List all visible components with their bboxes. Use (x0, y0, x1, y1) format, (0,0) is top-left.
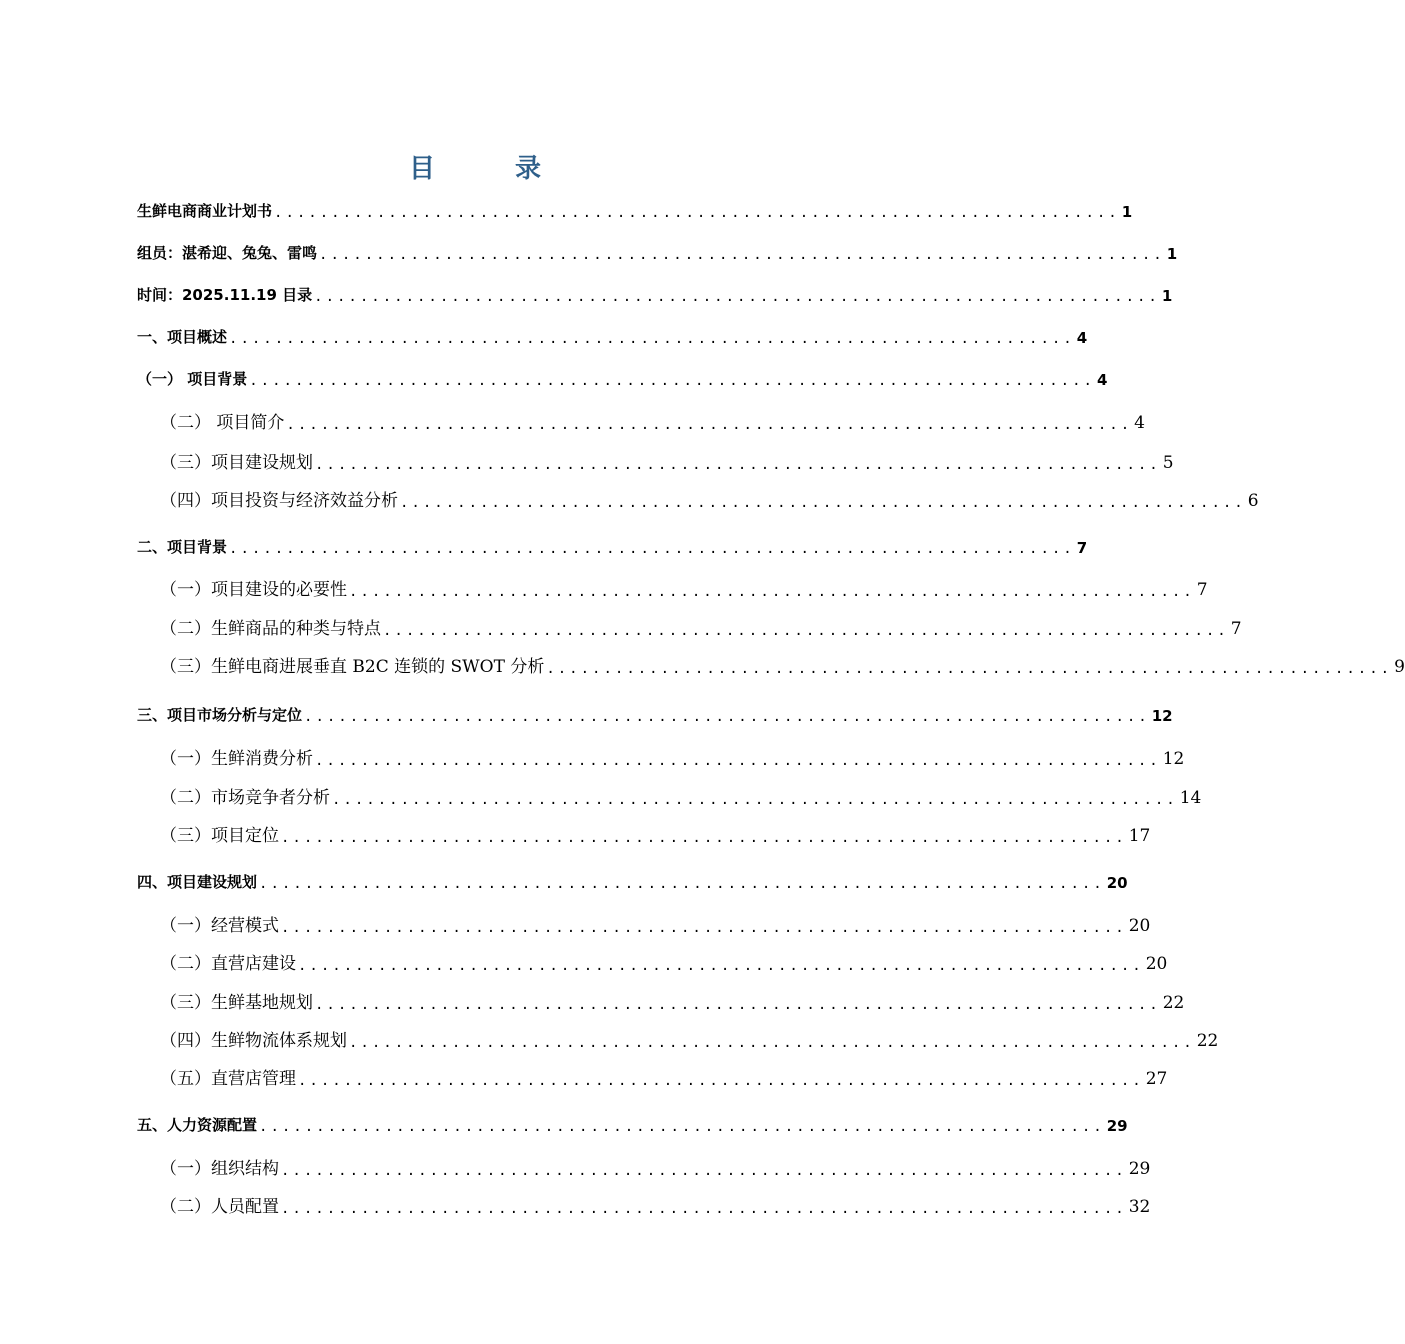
toc-entry[interactable]: （三）生鲜电商进展垂直 B2C 连锁的 SWOT 分析 .......................................................................... 9 (160, 657, 1405, 677)
toc-entry[interactable]: （五）直营店管理 .......................................................................... 27 (160, 1069, 1168, 1089)
toc-entry[interactable]: （三）生鲜基地规划 .......................................................................... 22 (160, 993, 1185, 1013)
toc-entry[interactable]: 二、项目背景 .......................................................................... 7 (137, 538, 1088, 557)
toc-title-char-2: 录 (515, 154, 542, 184)
toc-entry[interactable]: （一） 项目背景 .......................................................................... 4 (137, 370, 1108, 389)
toc-entry[interactable]: （二）人员配置 .......................................................................... 32 (160, 1197, 1151, 1217)
toc-entry[interactable]: （四）生鲜物流体系规划 .......................................................................... 22 (160, 1031, 1219, 1051)
toc-entry[interactable]: （一）经营模式 .......................................................................... 20 (160, 916, 1151, 936)
toc-entry[interactable]: （三）项目建设规划 .......................................................................... 5 (160, 453, 1174, 473)
toc-entry[interactable]: 生鲜电商商业计划书 .......................................................................... 1 (137, 202, 1133, 221)
toc-entry[interactable]: （二）市场竞争者分析 .......................................................................... 14 (160, 788, 1202, 808)
toc-entry[interactable]: （二）直营店建设 .......................................................................... 20 (160, 954, 1168, 974)
toc-entry[interactable]: （三）项目定位 .......................................................................... 17 (160, 826, 1151, 846)
toc-entry[interactable]: （二）生鲜商品的种类与特点 .......................................................................... 7 (160, 619, 1242, 639)
toc-title-char-1: 目 (408, 154, 435, 184)
toc-entry[interactable]: （二） 项目简介 .......................................................................... 4 (160, 413, 1145, 433)
toc-entry[interactable]: 四、项目建设规划 .......................................................................... 20 (137, 873, 1128, 892)
toc-entry[interactable]: 三、项目市场分析与定位 .......................................................................... 12 (137, 706, 1173, 725)
toc-title (0, 148, 950, 185)
toc-entry[interactable]: （一）组织结构 .......................................................................... 29 (160, 1159, 1151, 1179)
toc-entry[interactable]: （一）项目建设的必要性 .......................................................................... 7 (160, 580, 1208, 600)
toc-entry[interactable]: 一、项目概述 .......................................................................... 4 (137, 328, 1088, 347)
toc-entry[interactable]: （四）项目投资与经济效益分析 .......................................................................... 6 (160, 491, 1259, 511)
toc-entry[interactable]: 组员：湛希迎、兔兔、雷鸣 .......................................................................... 1 (137, 244, 1178, 263)
toc-entry[interactable]: 五、人力资源配置 .......................................................................... 29 (137, 1116, 1128, 1135)
toc-entry[interactable]: 时间：2025.11.19 目 录 .......................................................................... 1 (137, 286, 1173, 305)
toc-entry[interactable]: （一）生鲜消费分析 .......................................................................... 12 (160, 749, 1185, 769)
